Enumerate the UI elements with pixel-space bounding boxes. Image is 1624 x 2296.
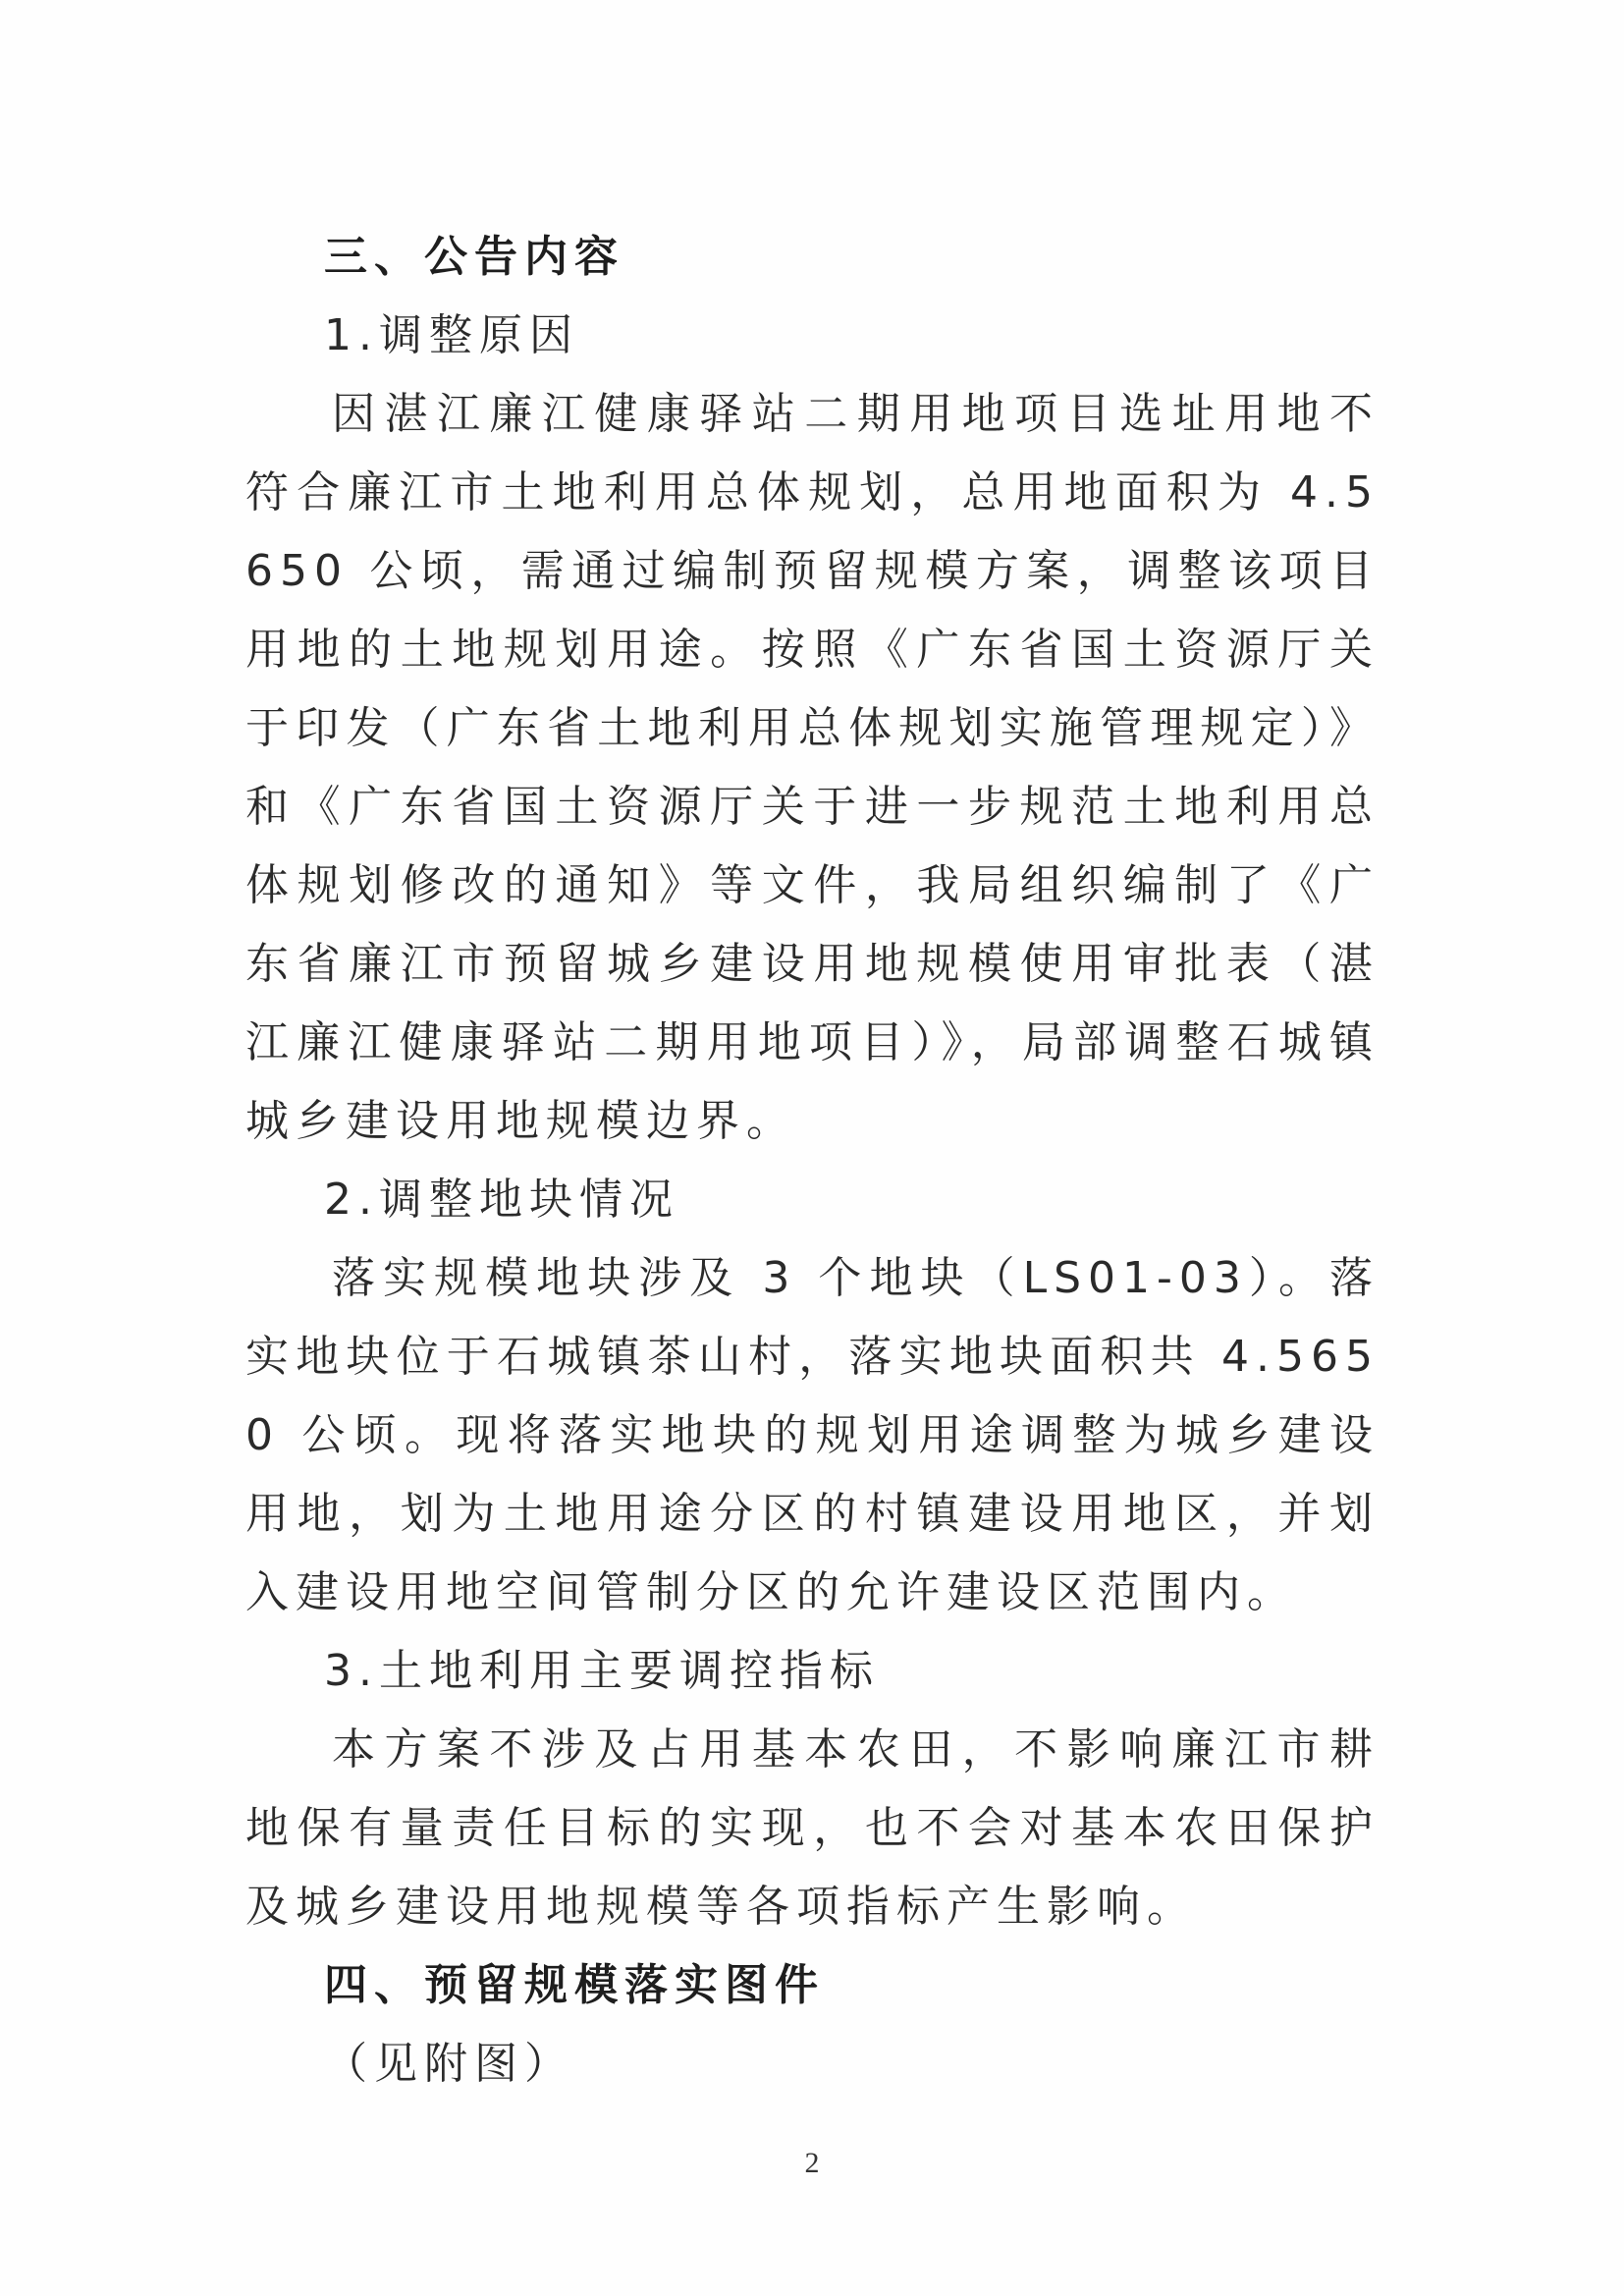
paragraph-land-use-control-indicators: 本方案不涉及占用基本农田，不影响廉江市耕地保有量责任目标的实现，也不会对基本农田保护及城乡建设用地规模等各项指标产生影响。 — [245, 1724, 1380, 1932]
section-heading-announcement-content: 三、公告内容 — [324, 232, 624, 282]
document-page — [245, 218, 1380, 2104]
see-attached-figure-note: （见附图） — [324, 2039, 574, 2089]
subheading-adjusted-plots: 2.调整地块情况 — [324, 1175, 679, 1225]
subheading-adjustment-reason: 1.调整原因 — [324, 310, 579, 360]
page-number: 2 — [804, 2147, 820, 2179]
paragraph-adjustment-reason: 因湛江廉江健康驿站二期用地项目选址用地不符合廉江市土地利用总体规划，总用地面积为 4.5650 公顷，需通过编制预留规模方案，调整该项目用地的土地规划用途。按照《广东省国土资源厅关于印发（广东省土地利用总体规划实施管理规定）》和《广东省国土资源厅关于进一步规范土地利用总体规划修改的通知》等文件，我局组织编制了《广东省廉江市预留城乡建设用地规模使用审批表（湛江廉江健康驿站二期用地项目）》，局部调整石城镇城乡建设用地规模边界。 — [245, 389, 1380, 1146]
subheading-land-use-control-indicators: 3.土地利用主要调控指标 — [324, 1646, 880, 1696]
section-heading-reserved-scale-drawings: 四、预留规模落实图件 — [324, 1960, 825, 2010]
paragraph-adjusted-plots: 落实规模地块涉及 3 个地块（LS01-03）。落实地块位于石城镇茶山村，落实地块面积共 4.5650 公顷。现将落实地块的规划用途调整为城乡建设用地，划为土地用途分区的村镇建设用地区，并划入建设用地空间管制分区的允许建设区范围内。 — [245, 1253, 1380, 1617]
